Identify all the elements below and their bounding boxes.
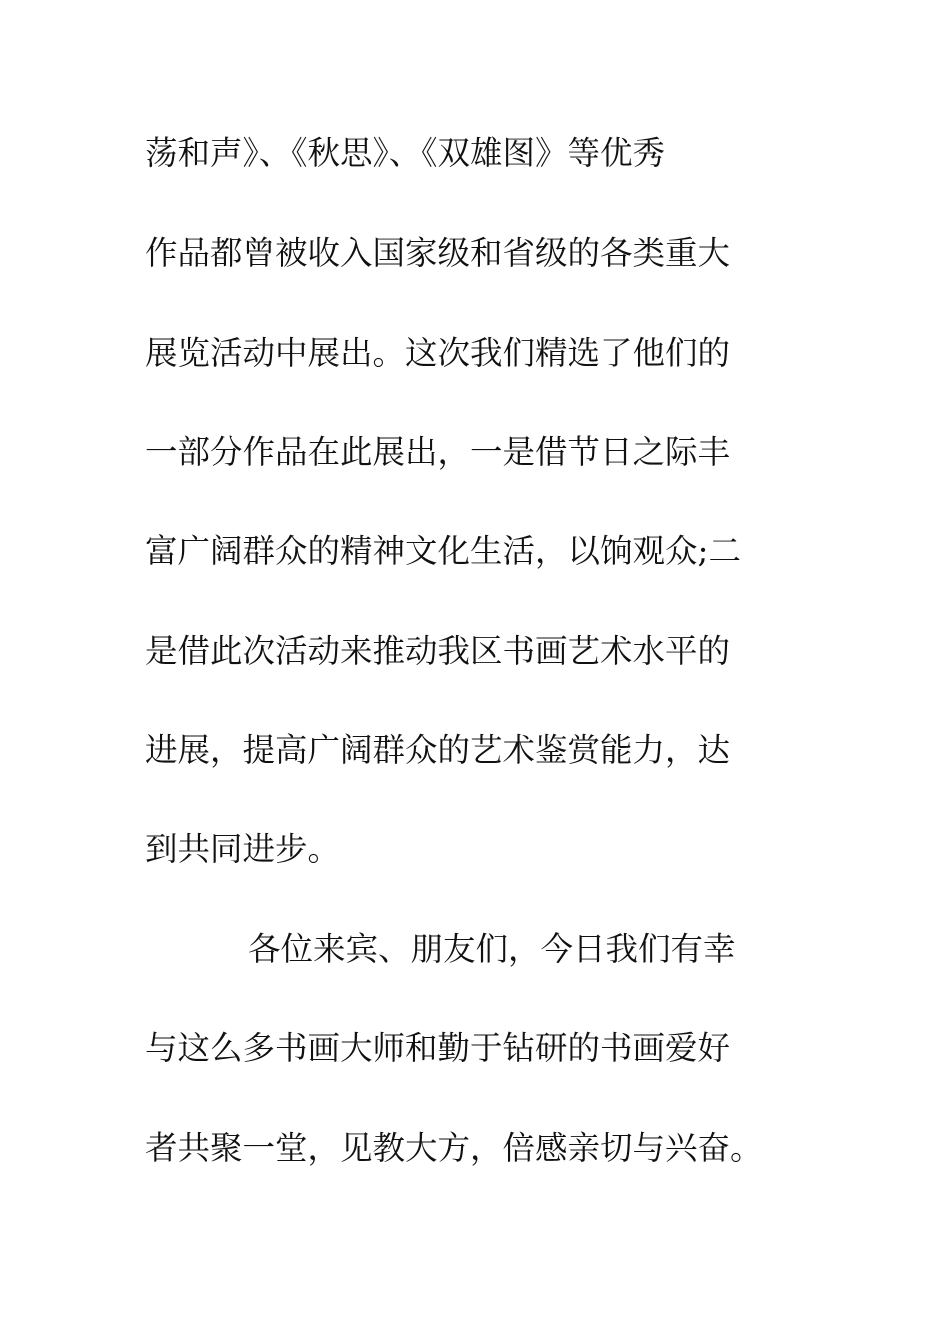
text-line: 富广阔群众的精神文化生活，以饷观众;二 <box>145 532 741 570</box>
text-line: 者共聚一堂，见教大方，倍感亲切与兴奋。 <box>145 1129 763 1167</box>
text-line: 与这么多书画大师和勤于钻研的书画爱好 <box>145 1029 731 1067</box>
text-line: 荡和声》、《秋思》、《双雄图》等优秀 <box>145 134 666 172</box>
text-line: 是借此次活动来推动我区书画艺术水平的 <box>145 632 731 670</box>
text-line: 一部分作品在此展出，一是借节日之际丰 <box>145 433 731 471</box>
text-line: 进展，提高广阔群众的艺术鉴赏能力，达 <box>145 731 731 769</box>
text-line: 展览活动中展出。这次我们精选了他们的 <box>145 334 731 372</box>
text-line: 作品都曾被收入国家级和省级的各类重大 <box>145 234 731 272</box>
paragraph-first-line: 各位来宾、朋友们，今日我们有幸 <box>248 930 736 968</box>
text-line: 到共同进步。 <box>145 830 341 868</box>
